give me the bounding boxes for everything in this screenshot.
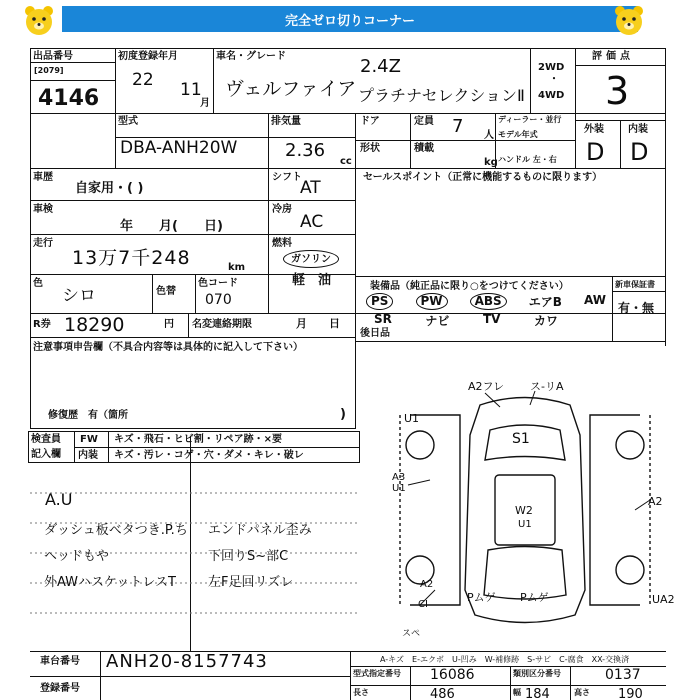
length-value: 486	[430, 687, 455, 700]
equipment-tv: TV	[482, 312, 501, 326]
color-code-label: 色コード	[198, 278, 238, 289]
model-year-label: モデル年式	[498, 130, 538, 139]
recycle-value: 18290	[64, 314, 125, 336]
engine-note: 2.4Z	[360, 56, 401, 77]
inspection-label: 車検	[33, 204, 53, 215]
usage-label: 車歴	[33, 172, 53, 183]
mark-p-left: Pムゲ	[467, 591, 496, 604]
km-unit: km	[228, 262, 246, 273]
displacement-label: 排気量	[271, 116, 301, 127]
color-value: シロ	[62, 286, 96, 306]
length-label: 長さ	[353, 688, 369, 697]
spec-number-label: 型式指定番号	[353, 669, 401, 678]
interior-scale: キズ・汚レ・コゲ・穴・ダメ・キレ・破レ	[114, 450, 304, 461]
inspector-label: 検査員	[31, 434, 61, 445]
drive-dot: ・	[549, 74, 559, 85]
ac-value: AC	[300, 212, 324, 232]
damage-legend: A-キズ E-エクボ U-凹み W-補修跡 S-サビ C-腐食 XX-交換済	[380, 655, 630, 664]
note-right-1: エンドパネル歪み	[208, 523, 312, 538]
chassis-label: 車台番号	[40, 656, 80, 667]
displacement-value: 2.36	[285, 140, 326, 161]
equipment-label: 装備品（純正品に限り○をつけてください）	[370, 281, 569, 292]
mileage-value: 13万7千248	[72, 247, 191, 269]
width-label: 幅	[513, 688, 521, 697]
entry-label: 記入欄	[31, 449, 61, 460]
usage-value: 自家用・( )	[75, 181, 144, 196]
equipment-pw: PW	[416, 293, 448, 310]
mark-w2: W2	[515, 504, 533, 517]
model-grade-label: 車名・グレード	[216, 51, 286, 62]
model-name: ヴェルファイア	[225, 78, 357, 100]
drive-4wd: 4WD	[538, 90, 565, 101]
cc-unit: cc	[340, 156, 352, 167]
ac-label: 冷房	[272, 204, 292, 215]
mark-ua2: UA2	[652, 593, 675, 606]
fuel-diesel: 軽 油	[292, 273, 332, 288]
capacity-unit: 人	[484, 130, 494, 141]
notice-label: 注意事項申告欄（不具合内容等は具体的に記入して下さい）	[33, 342, 303, 353]
new-warranty-value: 有・無	[618, 301, 655, 315]
exterior-label: 外装	[584, 124, 604, 135]
shift-label: シフト	[272, 172, 302, 183]
mark-spare: スペ	[402, 629, 421, 639]
bear-mascot-icon	[612, 4, 646, 38]
lot-number-label: 出品番号	[33, 51, 73, 62]
fuel-gasoline: ガソリン	[291, 254, 331, 265]
fw-label: FW	[80, 434, 98, 445]
lot-sub-number: [2079]	[34, 66, 64, 75]
form-label: 形状	[360, 143, 380, 154]
mark-c1: CI	[418, 599, 428, 610]
name-change-label: 名変連絡期限	[192, 319, 252, 330]
note-right-2: 下回りS~部C	[208, 549, 289, 564]
name-change-value: 月 日	[296, 317, 340, 330]
mark-a2-rear: A2	[420, 579, 434, 590]
equipment-navi: ナビ	[425, 314, 450, 328]
new-warranty-label: 新車保証書	[615, 280, 655, 289]
fw-scale: キズ・飛石・ヒビ割・リペア跡・×要	[114, 434, 282, 445]
spec-number-value: 16086	[430, 667, 475, 683]
recycle-label: R券	[33, 319, 51, 330]
class-number-label: 類別区分番号	[513, 669, 561, 678]
capacity-label: 定員	[414, 116, 434, 127]
width-value: 184	[525, 687, 550, 700]
equipment-airbag: エアB	[528, 295, 562, 309]
mark-u1-left: U1	[404, 412, 420, 425]
handle-label: ハンドル 左・右	[498, 155, 557, 164]
note-right-3: 左F足回リズレ	[208, 575, 294, 590]
repair-close: )	[340, 407, 346, 422]
kg-unit: kg	[484, 157, 498, 168]
mark-front-bumper: ス-リA	[530, 380, 564, 393]
height-value: 190	[618, 687, 643, 700]
after-items-label: 後日品	[360, 328, 390, 339]
capacity-value: 7	[452, 116, 464, 137]
mark-u1-roof: U1	[518, 519, 532, 530]
note-line-2: ダッシュ板ベタつき.P.ち	[44, 523, 188, 538]
mark-a2-front: A2フレ	[468, 380, 505, 393]
inspection-value: 年 月( 日)	[120, 219, 223, 234]
fuel-label: 燃料	[272, 238, 292, 249]
interior-label: 内装	[628, 124, 648, 135]
equipment-leather: カワ	[533, 314, 558, 328]
exterior-grade: D	[586, 138, 605, 166]
sales-point-label: セールスポイント（正常に機能するものに限ります）	[363, 172, 603, 183]
equipment-abs: ABS	[470, 293, 507, 310]
interior-row-label: 内装	[78, 450, 98, 461]
grade: プラチナセレクションⅡ	[358, 86, 525, 105]
load-label: 積載	[414, 143, 434, 154]
type-value: DBA-ANH20W	[120, 138, 238, 158]
mark-p-rear: Pムゲ	[520, 591, 549, 604]
bear-mascot-icon	[22, 4, 56, 38]
mark-a2-right: A2	[648, 495, 663, 508]
mark-u1-side: U1	[392, 483, 406, 494]
first-registration-label: 初度登録年月	[118, 51, 178, 62]
equipment-ps: PS	[366, 293, 393, 310]
first-registration-month: 11	[180, 80, 202, 100]
class-number-value: 0137	[605, 667, 641, 683]
type-label: 型式	[118, 116, 138, 127]
repair-label: 修復歴 有（箇所	[48, 410, 128, 421]
color-change-label: 色替	[156, 286, 176, 297]
first-registration-year: 22	[132, 70, 154, 90]
banner-title: 完全ゼロ切りコーナー	[62, 6, 638, 32]
note-line-3: ヘッドもや	[44, 549, 110, 564]
note-line-1: A.U	[45, 490, 73, 509]
mileage-label: 走行	[33, 238, 53, 249]
lot-number: 4146	[38, 86, 100, 111]
yen-unit: 円	[164, 319, 174, 330]
equipment-aw: AW	[584, 293, 606, 307]
door-label: ドア	[360, 116, 380, 127]
height-label: 高さ	[574, 688, 590, 697]
chassis-value: ANH20-8157743	[106, 651, 268, 672]
equipment-grid	[366, 293, 606, 329]
note-line-4: 外AWハスケットレスT	[44, 575, 176, 590]
score-value: 3	[605, 69, 630, 113]
equipment-sr: SR	[374, 312, 392, 326]
mark-a3: A3	[392, 472, 406, 483]
drive-2wd: 2WD	[538, 62, 565, 73]
registration-label: 登録番号	[40, 683, 80, 694]
month-unit: 月	[200, 98, 210, 109]
color-label: 色	[33, 278, 43, 289]
color-code-value: 070	[205, 292, 232, 308]
mark-s1: S1	[512, 431, 530, 447]
shift-value: AT	[300, 178, 321, 198]
dealer-label: ディーラー・並行	[498, 115, 562, 124]
score-label: 評価点	[592, 51, 634, 62]
interior-grade: D	[630, 138, 649, 166]
